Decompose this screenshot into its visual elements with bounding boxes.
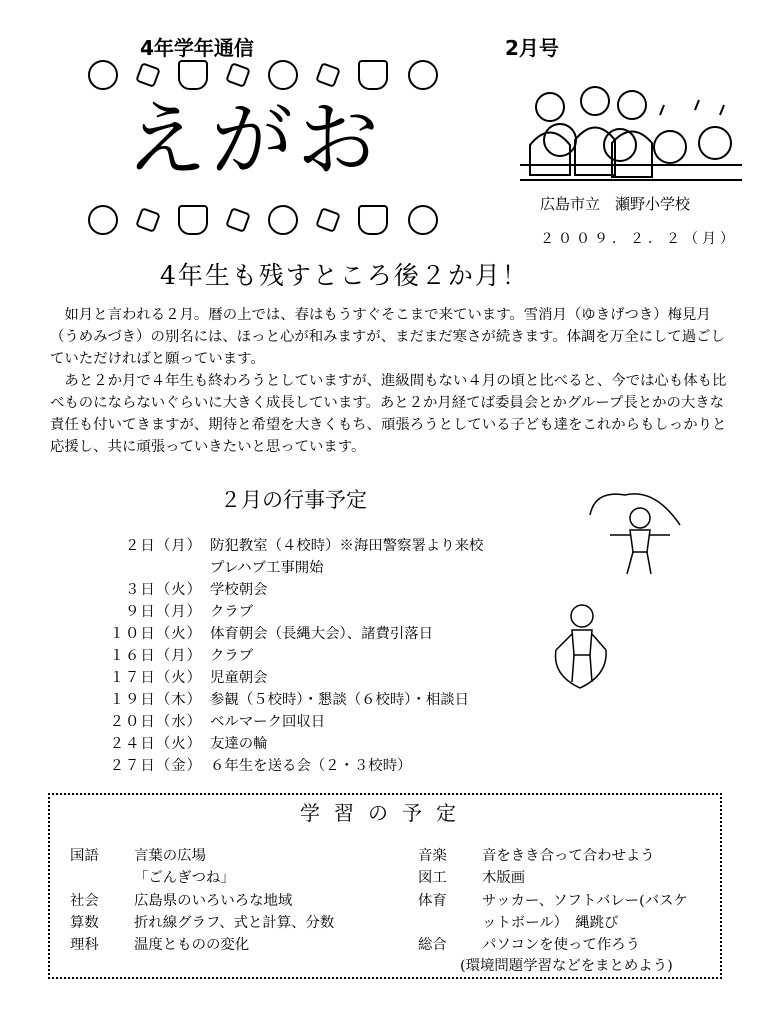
issue-date: ２００９．２．２（月）	[540, 231, 738, 247]
subject-name: 国語	[70, 848, 99, 864]
list-item	[92, 535, 483, 557]
list-item	[70, 890, 292, 912]
schedule-event: プレハブ工事開始	[210, 560, 324, 576]
kadomatsu-icon	[358, 205, 388, 235]
list-item	[92, 755, 483, 777]
top-icon	[178, 60, 208, 90]
list-item	[70, 934, 249, 956]
schedule-event: 防犯教室（４校時）※海田警察署より来校	[210, 538, 484, 554]
otafuku-icon	[268, 60, 298, 90]
schedule-event: 体育朝会（長縄大会）、諸費引落日	[210, 626, 434, 642]
schedule-event: クラブ	[210, 648, 254, 664]
list-item	[92, 711, 483, 733]
list-item	[92, 579, 483, 601]
list-item	[92, 645, 483, 667]
subject-name: 総合	[418, 937, 447, 953]
study-note-text: (環境問題学習などをまとめよう)	[460, 958, 673, 974]
list-item	[70, 845, 206, 867]
intro-paragraph-2: あと２か月で４年生も終わろうとしていますが、進級間もない４月の頃と比べると、今では心も体も比べものにならないぐらいに大きく成長しています。あと２か月経てば委員会とかグループ長とかの大きな責任も付いてきますが、期待と希望を大きくもち、頑張ろうとしている子ども達をこれからもしっかりと応援し、共に頑張っていきたいと思っています。	[50, 373, 727, 455]
otafuku-icon	[268, 205, 298, 235]
arrow-icon	[315, 62, 341, 88]
bowl-icon	[408, 60, 438, 90]
schedule-day: ２０日（水）	[109, 714, 202, 730]
list-item	[92, 623, 483, 645]
newsletter-title: えがお	[125, 93, 384, 188]
subject-name: 体育	[418, 893, 447, 909]
schedule-day: ３日（火）	[125, 582, 202, 598]
daruma-icon	[88, 205, 118, 235]
subject-content: パソコンを使って作ろう	[482, 937, 641, 953]
list-item	[92, 733, 483, 755]
schedule-event: ベルマーク回収日	[210, 714, 326, 730]
subject-content: 広島県のいろいろな地域	[134, 893, 293, 909]
ema-icon	[135, 62, 161, 88]
subject-content: 言葉の広場	[134, 848, 206, 864]
schedule-event: 友達の輪	[210, 736, 268, 752]
grade-label: 4年学年通信	[140, 36, 254, 60]
schedule-day: ２７日（金）	[109, 758, 202, 774]
list-item	[418, 890, 688, 912]
subject-name: 社会	[70, 893, 99, 909]
arrow-icon	[315, 207, 341, 233]
list-item	[418, 934, 640, 956]
subject-name: 理科	[70, 937, 99, 953]
schedule-day: ２４日（火）	[109, 736, 202, 752]
subject-content: サッカー、ソフトバレー(バスケ	[482, 893, 688, 909]
schedule-event: 学校朝会	[210, 582, 268, 598]
headline: 4年生も残すところ後２か月！	[160, 261, 529, 290]
schedule-day: ２日（月）	[125, 538, 202, 554]
school-name: 広島市立 瀬野小学校	[540, 195, 691, 213]
decoration-row-bottom	[88, 200, 438, 240]
list-item	[92, 557, 483, 579]
list-item	[70, 867, 235, 889]
children-singing-illustration	[520, 85, 742, 195]
subject-content: 音をきき合って合わせよう	[482, 848, 655, 864]
subject-content: 折れ線グラフ、式と計算、分数	[134, 915, 335, 931]
subject-content: 木版画	[482, 870, 526, 886]
subject-content: 「ごんぎつね」	[134, 870, 235, 886]
subject-name	[418, 912, 482, 934]
list-item	[70, 912, 334, 934]
paddle-icon	[225, 207, 251, 233]
list-item	[92, 667, 483, 689]
schedule-day	[92, 557, 210, 579]
schedule-day: １６日（月）	[109, 648, 202, 664]
list-item	[418, 867, 525, 889]
daruma-icon	[88, 60, 118, 90]
study-note	[460, 955, 673, 977]
schedule-event: クラブ	[210, 604, 254, 620]
schedule-event: ６年生を送る会（２・３校時）	[210, 758, 412, 774]
jump-rope-boy-illustration	[550, 600, 610, 695]
schedule-day: ９日（月）	[125, 604, 202, 620]
subject-name	[70, 867, 134, 889]
schedule-event: 児童朝会	[210, 670, 268, 686]
schedule-list	[92, 535, 483, 777]
decoration-row-top	[88, 55, 438, 95]
schedule-day: １７日（火）	[109, 670, 202, 686]
paddle-icon	[225, 62, 251, 88]
subject-name: 算数	[70, 915, 99, 931]
list-item	[92, 601, 483, 623]
top-icon	[178, 205, 208, 235]
ema-icon	[135, 207, 161, 233]
schedule-day: １０日（火）	[109, 626, 202, 642]
subject-content: 温度とものの変化	[134, 937, 250, 953]
schedule-event: 参観（５校時）・懇談（６校時）・相談日	[210, 692, 470, 708]
schedule-title: ２月の行事予定	[220, 488, 367, 512]
jump-rope-girl-illustration	[585, 490, 685, 580]
list-item	[418, 845, 655, 867]
study-plan-title: 学習の予定	[300, 801, 470, 825]
schedule-day: １９日（木）	[109, 692, 202, 708]
bowl-icon	[408, 205, 438, 235]
study-plan-box	[48, 793, 722, 979]
kadomatsu-icon	[358, 60, 388, 90]
list-item	[92, 689, 483, 711]
subject-content: ットボール） 縄跳び	[482, 915, 619, 931]
list-item	[418, 912, 618, 934]
subject-name: 音楽	[418, 848, 447, 864]
intro-paragraph-1: 如月と言われる２月。暦の上では、春はもうすぐそこまで来ています。雪消月（ゆきげつき）梅見月（うめみづき）の別名には、ほっと心が和みますが、まだまだ寒さが続きます。体調を万全にして過ごしていただければと願っています。	[50, 307, 725, 367]
subject-name: 図工	[418, 870, 447, 886]
issue-label: 2月号	[505, 36, 559, 60]
